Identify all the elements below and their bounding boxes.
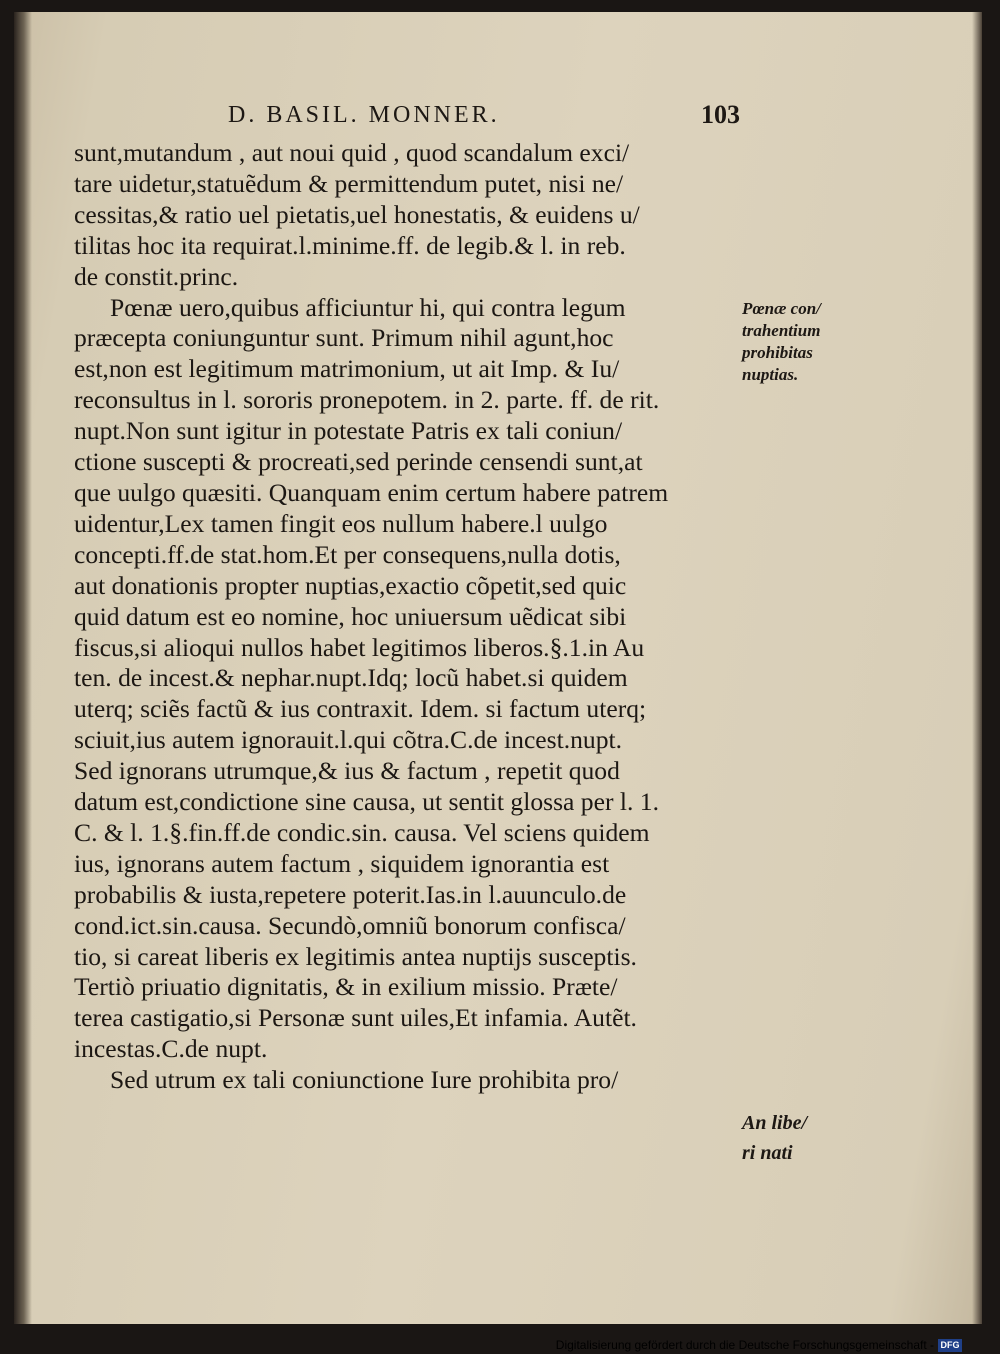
margin-note-line: prohibitas: [742, 343, 813, 362]
page-gutter-shadow: [14, 12, 32, 1324]
text-line: que uulgo quæsiti. Quanquam enim certum habere patrem: [74, 477, 669, 507]
text-line: concepti.ff.de stat.hom.Et per consequens,nulla dotis,: [74, 539, 621, 569]
credit-text: Digitalisierung gefördert durch die Deutsche Forschungsgemeinschaft -: [555, 1338, 934, 1352]
text-line: Tertiò priuatio dignitatis, & in exilium missio. Præte/: [74, 972, 618, 1002]
margin-note-line: ri nati: [742, 1142, 793, 1164]
text-line: sciuit,ius autem ignorauit.l.qui cõtra.C.de incest.nupt.: [74, 725, 623, 755]
text-line: reconsultus in l. sororis pronepotem. in 2. parte. ff. de rit.: [74, 385, 660, 415]
margin-note-line: An libe/: [742, 1112, 808, 1134]
page-edge-shadow: [972, 12, 982, 1324]
text-line: aut donationis propter nuptias,exactio cõpetit,sed quic: [74, 570, 627, 600]
text-line: cond.ict.sin.causa. Secundò,omniũ bonorum confisca/: [74, 910, 626, 940]
text-line: tilitas hoc ita requirat.l.minime.ff. de legib.& l. in reb.: [74, 230, 626, 260]
text-line: fiscus,si alioqui nullos habet legitimos liberos.§.1.in Au: [74, 632, 645, 662]
margin-note-line: nuptias.: [742, 365, 799, 384]
text-line: C. & l. 1.§.fin.ff.de condic.sin. causa. Vel sciens quidem: [74, 817, 650, 847]
text-line: sunt,mutandum , aut noui quid , quod scandalum exci/: [74, 138, 630, 167]
text-line: est,non est legitimum matrimonium, ut ait Imp. & Iu/: [74, 354, 620, 384]
text-line: cessitas,& ratio uel pietatis,uel honestatis, & euidens u/: [74, 199, 640, 229]
paragraph-start-line: Sed utrum ex tali coniunctione Iure prohibita pro/: [110, 1065, 619, 1095]
text-line: de constit.princ.: [74, 261, 239, 291]
dfg-logo-icon: DFG: [938, 1339, 962, 1352]
text-line: probabilis & iusta,repetere poterit.Ias.in l.auunculo.de: [74, 879, 627, 909]
text-line: uidentur,Lex tamen fingit eos nullum habere.l uulgo: [74, 508, 608, 538]
margin-note-line: trahentium: [742, 321, 821, 340]
text-line: ten. de incest.& nephar.nupt.Idq; locũ habet.si quidem: [74, 663, 628, 693]
text-line: uterq; sciẽs factũ & ius contraxit. Idem. si factum uterq;: [74, 694, 647, 724]
body-text: [74, 138, 746, 1096]
running-head: D. BASIL. MONNER.: [228, 102, 500, 128]
margin-note-penalties: [742, 298, 821, 386]
text-line: tare uidetur,statuẽdum & permittendum putet, nisi ne/: [74, 168, 624, 198]
paragraph-start-line: Pœnæ uero,quibus afficiuntur hi, qui contra legum: [110, 292, 626, 322]
text-line: ctione suscepti & procreati,sed perinde censendi sunt,at: [74, 447, 643, 477]
digitization-credit: [556, 1338, 962, 1352]
margin-note-children: [742, 1108, 807, 1168]
text-line: datum est,condictione sine causa, ut sentit glossa per l. 1.: [74, 787, 659, 817]
text-line: ius, ignorans autem factum , siquidem ignorantia est: [74, 848, 610, 878]
margin-note-line: Pœnæ con/: [742, 299, 821, 318]
page-number: 103: [701, 100, 740, 129]
text-line: præcepta coniunguntur sunt. Primum nihil agunt,hoc: [74, 323, 614, 353]
text-line: nupt.Non sunt igitur in potestate Patris ex tali coniun/: [74, 416, 623, 446]
text-line: tio, si careat liberis ex legitimis antea nuptijs susceptis.: [74, 941, 637, 971]
text-line: Sed ignorans utrumque,& ius & factum , repetit quod: [74, 756, 620, 786]
text-line: quid datum est eo nomine, hoc uniuersum uẽdicat sibi: [74, 601, 627, 631]
text-line: incestas.C.de nupt.: [74, 1034, 268, 1064]
text-line: terea castigatio,si Personæ sunt uiles,Et infamia. Autẽt.: [74, 1003, 637, 1033]
